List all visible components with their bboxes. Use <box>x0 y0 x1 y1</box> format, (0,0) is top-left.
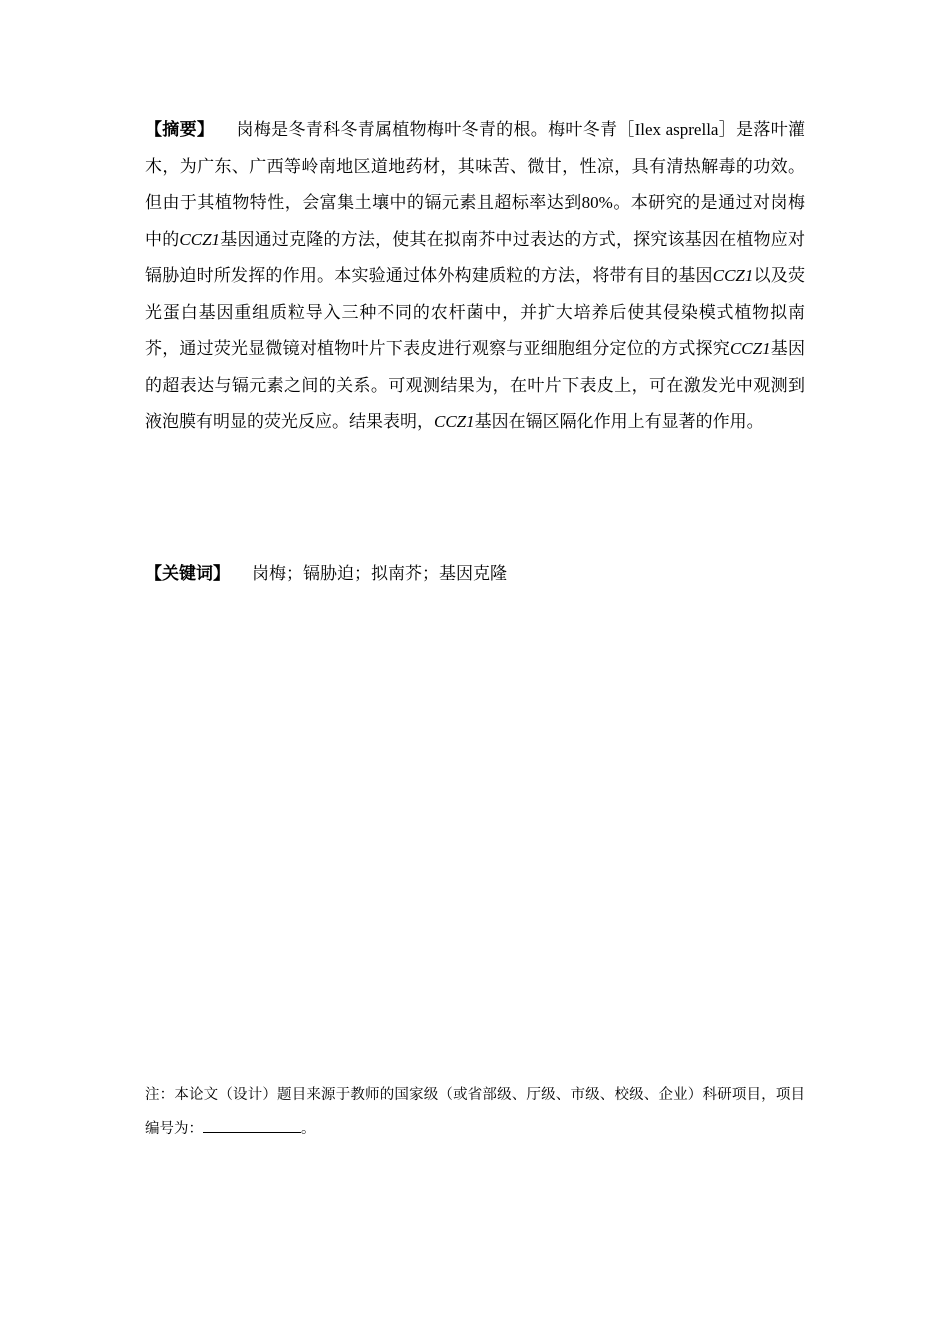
keywords-label: 【关键词】 <box>145 564 230 583</box>
keywords-line <box>145 556 805 592</box>
gene-name-ccz1: CCZ1 <box>179 229 221 249</box>
gene-name-ccz1: CCZ1 <box>729 339 771 358</box>
abstract-text-part-5: 基因在镉区隔化作用上有显著的作用。 <box>474 412 764 431</box>
keywords-text: 岗梅；镉胁迫；拟南芥；基因克隆 <box>252 564 507 583</box>
footnote-end: 。 <box>301 1121 316 1137</box>
abstract-text-part-3: 以及荧光蛋白基因重组质粒导入三种不同的农杆菌中，并扩大培养后使其侵染模式植物拟南芥，通过荧光显微镜对植物叶片下表皮进行观察与亚细胞组分定位的方式探究 <box>145 266 806 358</box>
project-number-blank <box>203 1116 301 1133</box>
abstract-label: 【摘要】 <box>145 120 215 139</box>
footnote <box>145 1078 805 1146</box>
abstract-text-part-1: 岗梅是冬青科冬青属植物梅叶冬青的根。梅叶冬青［Ilex asprella］是落叶灌木，为广东、广西等岭南地区道地药材，其味苦、微甘，性凉，具有清热解毒的功效。但由于其植物特性，会富集土壤中的镉元素且超标率达到80%。本研究的是通过对岗梅中的 <box>145 120 805 249</box>
abstract-text-part-2: 基因通过克隆的方法，使其在拟南芥中过表达的方式，探究该基因在植物应对镉胁迫时所发挥的作用。本实验通过体外构建质粒的方法，将带有目的基因 <box>145 229 806 285</box>
footnote-text: 注：本论文（设计）题目来源于教师的国家级（或省部级、厅级、市级、校级、企业）科研项目，项目编号为： <box>145 1087 805 1137</box>
gene-name-ccz1: CCZ1 <box>434 412 475 431</box>
abstract-text-part-4: 基因的超表达与镉元素之间的关系。可观测结果为，在叶片下表皮上，可在激发光中观测到液泡膜有明显的荧光反应。结果表明， <box>145 339 806 431</box>
gene-name-ccz1: CCZ1 <box>712 266 754 285</box>
abstract-paragraph <box>145 112 805 441</box>
